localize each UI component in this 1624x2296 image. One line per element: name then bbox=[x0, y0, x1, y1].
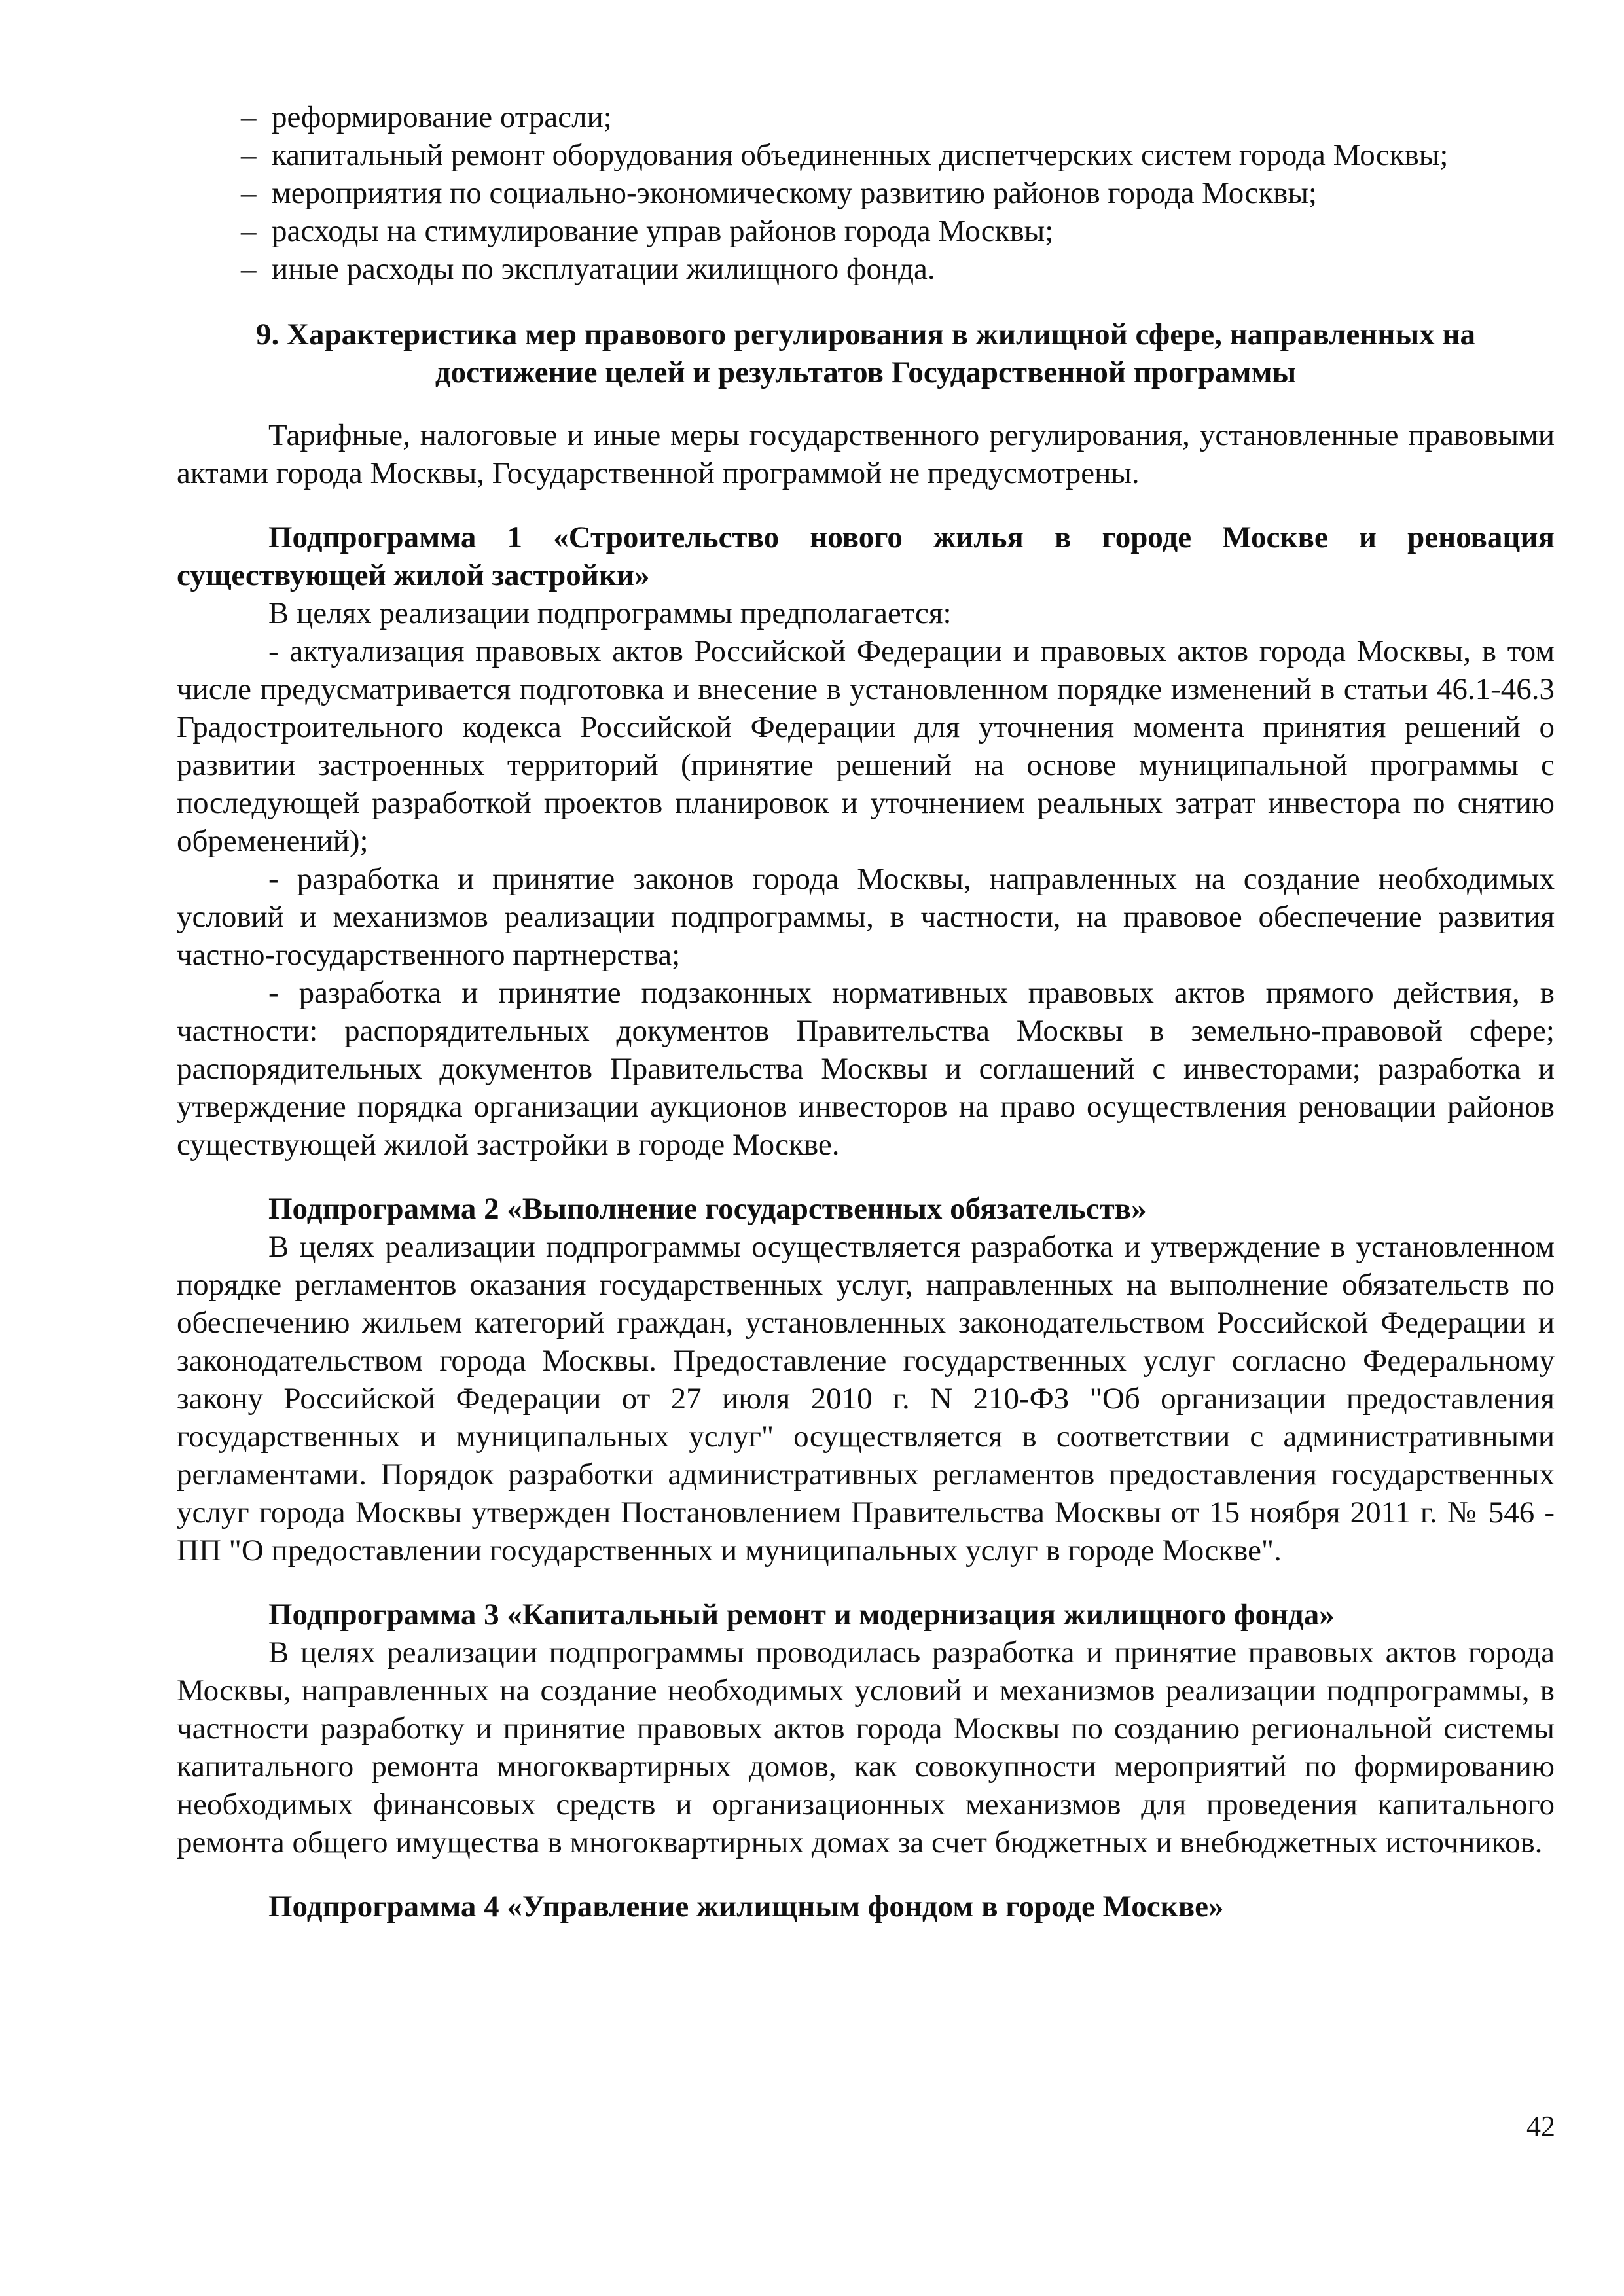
list-item: – расходы на стимулирование управ районов города Москвы; bbox=[241, 214, 1054, 248]
subprogram-3-heading: Подпрограмма 3 «Капитальный ремонт и модернизация жилищного фонда» bbox=[268, 1598, 1335, 1632]
subprogram-4-heading: Подпрограмма 4 «Управление жилищным фондом в городе Москве» bbox=[268, 1890, 1224, 1924]
list-item-text: мероприятия по социально-экономическому развитию районов города Москвы; bbox=[272, 176, 1317, 210]
subprogram-3-text: В целях реализации подпрограммы проводилась разработка и принятие правовых актов города Москвы, направленных на создание необходимых условий и механизмов реализации подпрограммы, в частности разработку и принятие правовых актов города Москвы по созданию региональной системы капитального ремонта многоквартирных домов, как совокупности мероприятий по формированию необходимых финансовых средств и организационных механизмов для проведения капитального ремонта общего имущества в многоквартирных домах за счет бюджетных и внебюджетных источников. bbox=[177, 1636, 1555, 1859]
list-item: – реформирование отрасли; bbox=[241, 100, 612, 134]
document-page bbox=[177, 98, 1555, 1926]
spacer bbox=[177, 1861, 1555, 1888]
subprogram-1-item: - разработка и принятие подзаконных нормативных правовых актов прямого действия, в частности: распорядительных документов Правительства Москвы в земельно-правовой сфере; распорядительных документов Правительства Москвы и соглашений с инвесторами; разработка и утверждение порядка организации аукционов инвесторов на право осуществления реновации районов существующей жилой застройки в городе Москве. bbox=[177, 976, 1555, 1162]
section-9-heading: 9. Характеристика мер правового регулирования в жилищной сфере, направленных на достижение целей и результатов Государственной программы bbox=[256, 317, 1475, 389]
list-item-text: расходы на стимулирование управ районов города Москвы; bbox=[272, 214, 1054, 248]
list-item-text: реформирование отрасли; bbox=[272, 100, 612, 134]
list-item: – мероприятия по социально-экономическому развитию районов города Москвы; bbox=[241, 176, 1317, 210]
subprogram-2-text: В целях реализации подпрограммы осуществляется разработка и утверждение в установленном порядке регламентов оказания государственных услуг, направленных на выполнение обязательств по обеспечению жильем категорий граждан, установленных законодательством Российской Федерации и законодательством города Москвы. Предоставление государственных услуг согласно Федеральному закону Российской Федерации от 27 июля 2010 г. N 210-ФЗ "Об организации предоставления государственных и муниципальных услуг" осуществляется в соответствии с административными регламентами. Порядок разработки административных регламентов предоставления государственных услуг города Москвы утвержден Постановлением Правительства Москвы от 15 ноября 2011 г. № 546 - ПП "О предоставлении государственных и муниципальных услуг в городе Москве". bbox=[177, 1230, 1555, 1568]
list-item: – иные расходы по эксплуатации жилищного фонда. bbox=[241, 252, 935, 286]
spacer bbox=[177, 1164, 1555, 1190]
spacer bbox=[177, 1570, 1555, 1596]
subprogram-1-lead: В целях реализации подпрограммы предполагается: bbox=[268, 596, 952, 630]
section-9-text: Тарифные, налоговые и иные меры государственного регулирования, установленные правовыми актами города Москвы, Государственной программой не предусмотрены. bbox=[177, 418, 1555, 490]
subprogram-1-item: - разработка и принятие законов города Москвы, направленных на создание необходимых условий и механизмов реализации подпрограммы, в частности, на правовое обеспечение развития частно-государственного партнерства; bbox=[177, 862, 1555, 972]
page-number: 42 bbox=[1526, 2110, 1555, 2142]
list-item-text: капитальный ремонт оборудования объединенных диспетчерских систем города Москвы; bbox=[272, 138, 1449, 172]
subprogram-2-heading: Подпрограмма 2 «Выполнение государственных обязательств» bbox=[268, 1192, 1147, 1226]
subprogram-1-heading: Подпрограмма 1 «Строительство нового жилья в городе Москве и реновация существующей жилой застройки» bbox=[177, 520, 1555, 592]
list-item: – капитальный ремонт оборудования объединенных диспетчерских систем города Москвы; bbox=[241, 138, 1449, 172]
list-item-text: иные расходы по эксплуатации жилищного фонда. bbox=[272, 252, 935, 286]
subprogram-1-item: - актуализация правовых актов Российской Федерации и правовых актов города Москвы, в том числе предусматривается подготовка и внесение в установленном порядке изменений в статьи 46.1-46.3 Градостроительного кодекса Российской Федерации для уточнения момента принятия решений о развитии застроенных территорий (принятие решений на основе муниципальной программы с последующей разработкой проектов планировок и уточнением реальных затрат инвестора по снятию обременений); bbox=[177, 634, 1555, 858]
